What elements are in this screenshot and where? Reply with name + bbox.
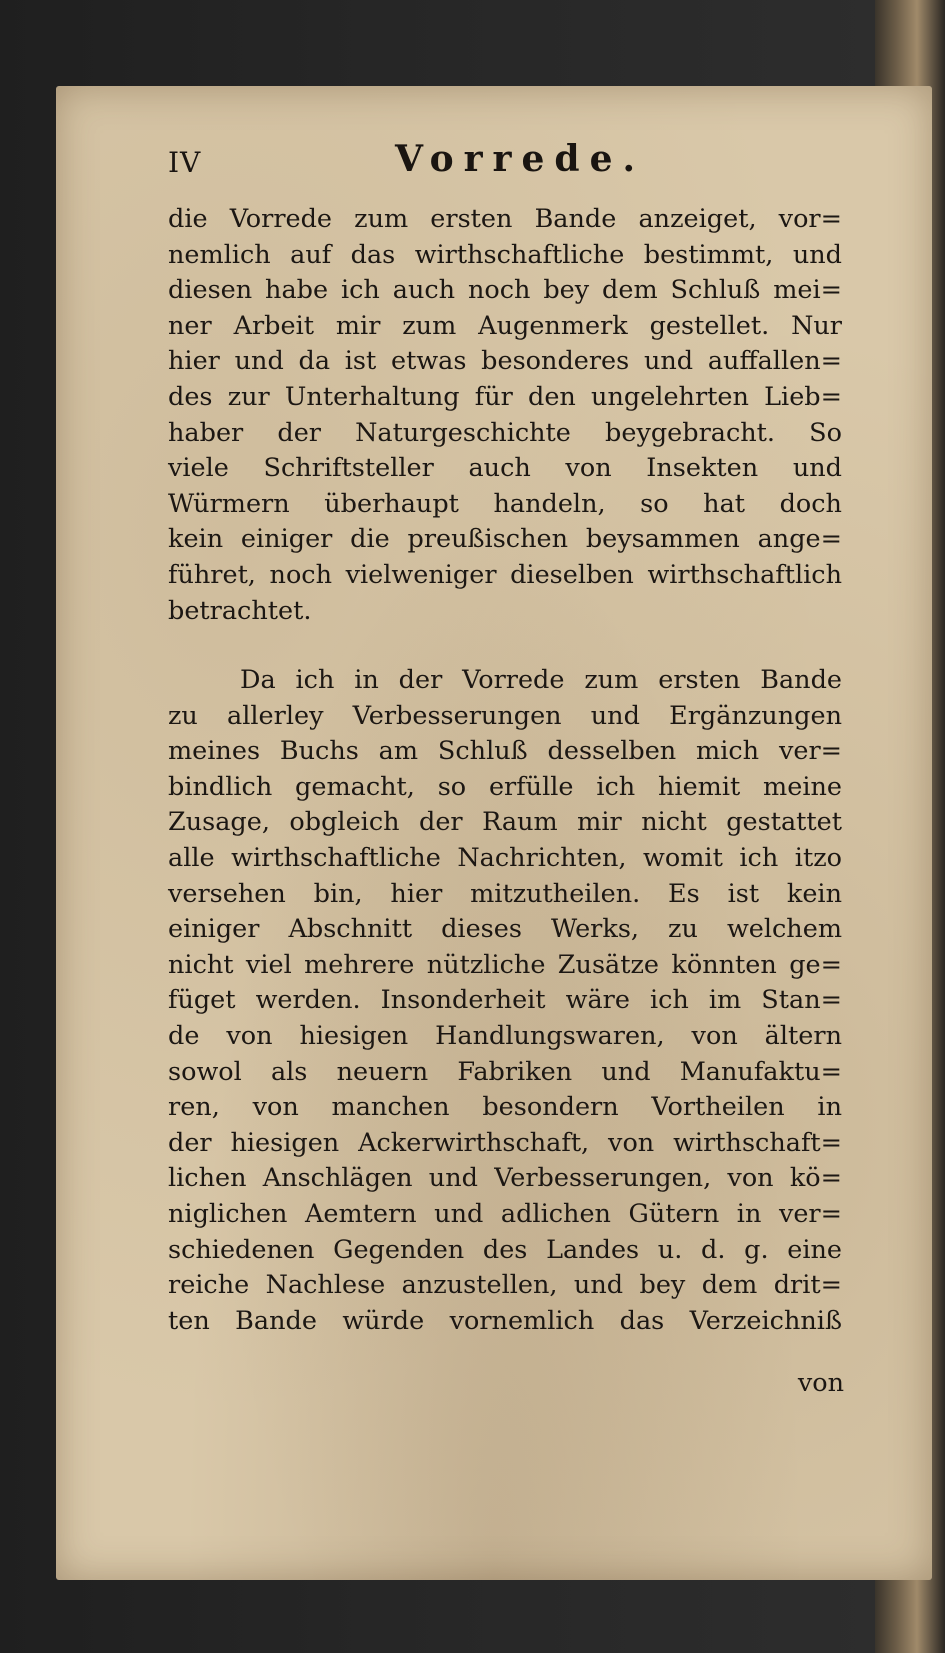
text-line: einiger Abschnitt dieses Werks, zu welchem <box>168 914 842 945</box>
running-head: Vorrede. <box>394 138 646 180</box>
text-line: lichen Anschlägen und Verbesserungen, von kö= <box>168 1163 842 1194</box>
text-line: nicht viel mehrere nützliche Zusätze könnten ge= <box>168 949 842 980</box>
text-line: ten Bande würde vornemlich das Verzeichniß <box>168 1305 842 1336</box>
text-line: Da ich in der Vorrede zum ersten Bande <box>240 665 842 695</box>
text-line: des zur Unterhaltung für den ungelehrten Lieb= <box>168 381 842 412</box>
text-line: diesen habe ich auch noch bey dem Schluß mei= <box>168 275 842 306</box>
text-line: führet, noch vielweniger dieselben wirthschaftlich <box>168 559 842 590</box>
catchword: von <box>797 1368 844 1398</box>
text-line: meines Buchs am Schluß desselben mich ver= <box>168 736 842 767</box>
book-page <box>56 86 932 1580</box>
text-line: nemlich auf das wirthschaftliche bestimmt, und <box>168 239 842 270</box>
text-line: Würmern überhaupt handeln, so hat doch <box>168 488 842 519</box>
text-line: hier und da ist etwas besonderes und auffallen= <box>168 346 842 377</box>
text-line: zu allerley Verbesserungen und Ergänzungen <box>168 700 842 731</box>
paragraph-1 <box>168 202 842 629</box>
text-line: die Vorrede zum ersten Bande anzeiget, vor= <box>168 204 842 234</box>
text-line: versehen bin, hier mitzutheilen. Es ist kein <box>168 878 842 909</box>
text-line: betrachtet. <box>168 595 312 626</box>
text-line: alle wirthschaftliche Nachrichten, womit ich itzo <box>168 842 842 873</box>
text-line: ner Arbeit mir zum Augenmerk gestellet. Nur <box>168 310 842 341</box>
text-line: viele Schriftsteller auch von Insekten und <box>168 453 842 484</box>
text-line: schiedenen Gegenden des Landes u. d. g. eine <box>168 1234 842 1265</box>
text-line: sowol als neuern Fabriken und Manufaktu= <box>168 1056 842 1087</box>
text-line: niglichen Aemtern und adlichen Gütern in ver= <box>168 1198 842 1229</box>
text-line: ren, von manchen besondern Vortheilen in <box>168 1092 842 1123</box>
text-line: füget werden. Insonderheit wäre ich im Stan= <box>168 985 842 1016</box>
page-number: IV <box>168 146 202 179</box>
text-line: bindlich gemacht, so erfülle ich hiemit meine <box>168 771 842 802</box>
text-line: reiche Nachlese anzustellen, und bey dem drit= <box>168 1270 842 1301</box>
paragraph-2 <box>168 663 842 1339</box>
text-line: de von hiesigen Handlungswaren, von ältern <box>168 1020 842 1051</box>
text-line: der hiesigen Ackerwirthschaft, von wirthschaft= <box>168 1127 842 1158</box>
text-line: Zusage, obgleich der Raum mir nicht gestattet <box>168 807 842 838</box>
page-header <box>168 138 872 188</box>
text-line: haber der Naturgeschichte beygebracht. So <box>168 417 842 448</box>
text-line: kein einiger die preußischen beysammen ange= <box>168 524 842 555</box>
